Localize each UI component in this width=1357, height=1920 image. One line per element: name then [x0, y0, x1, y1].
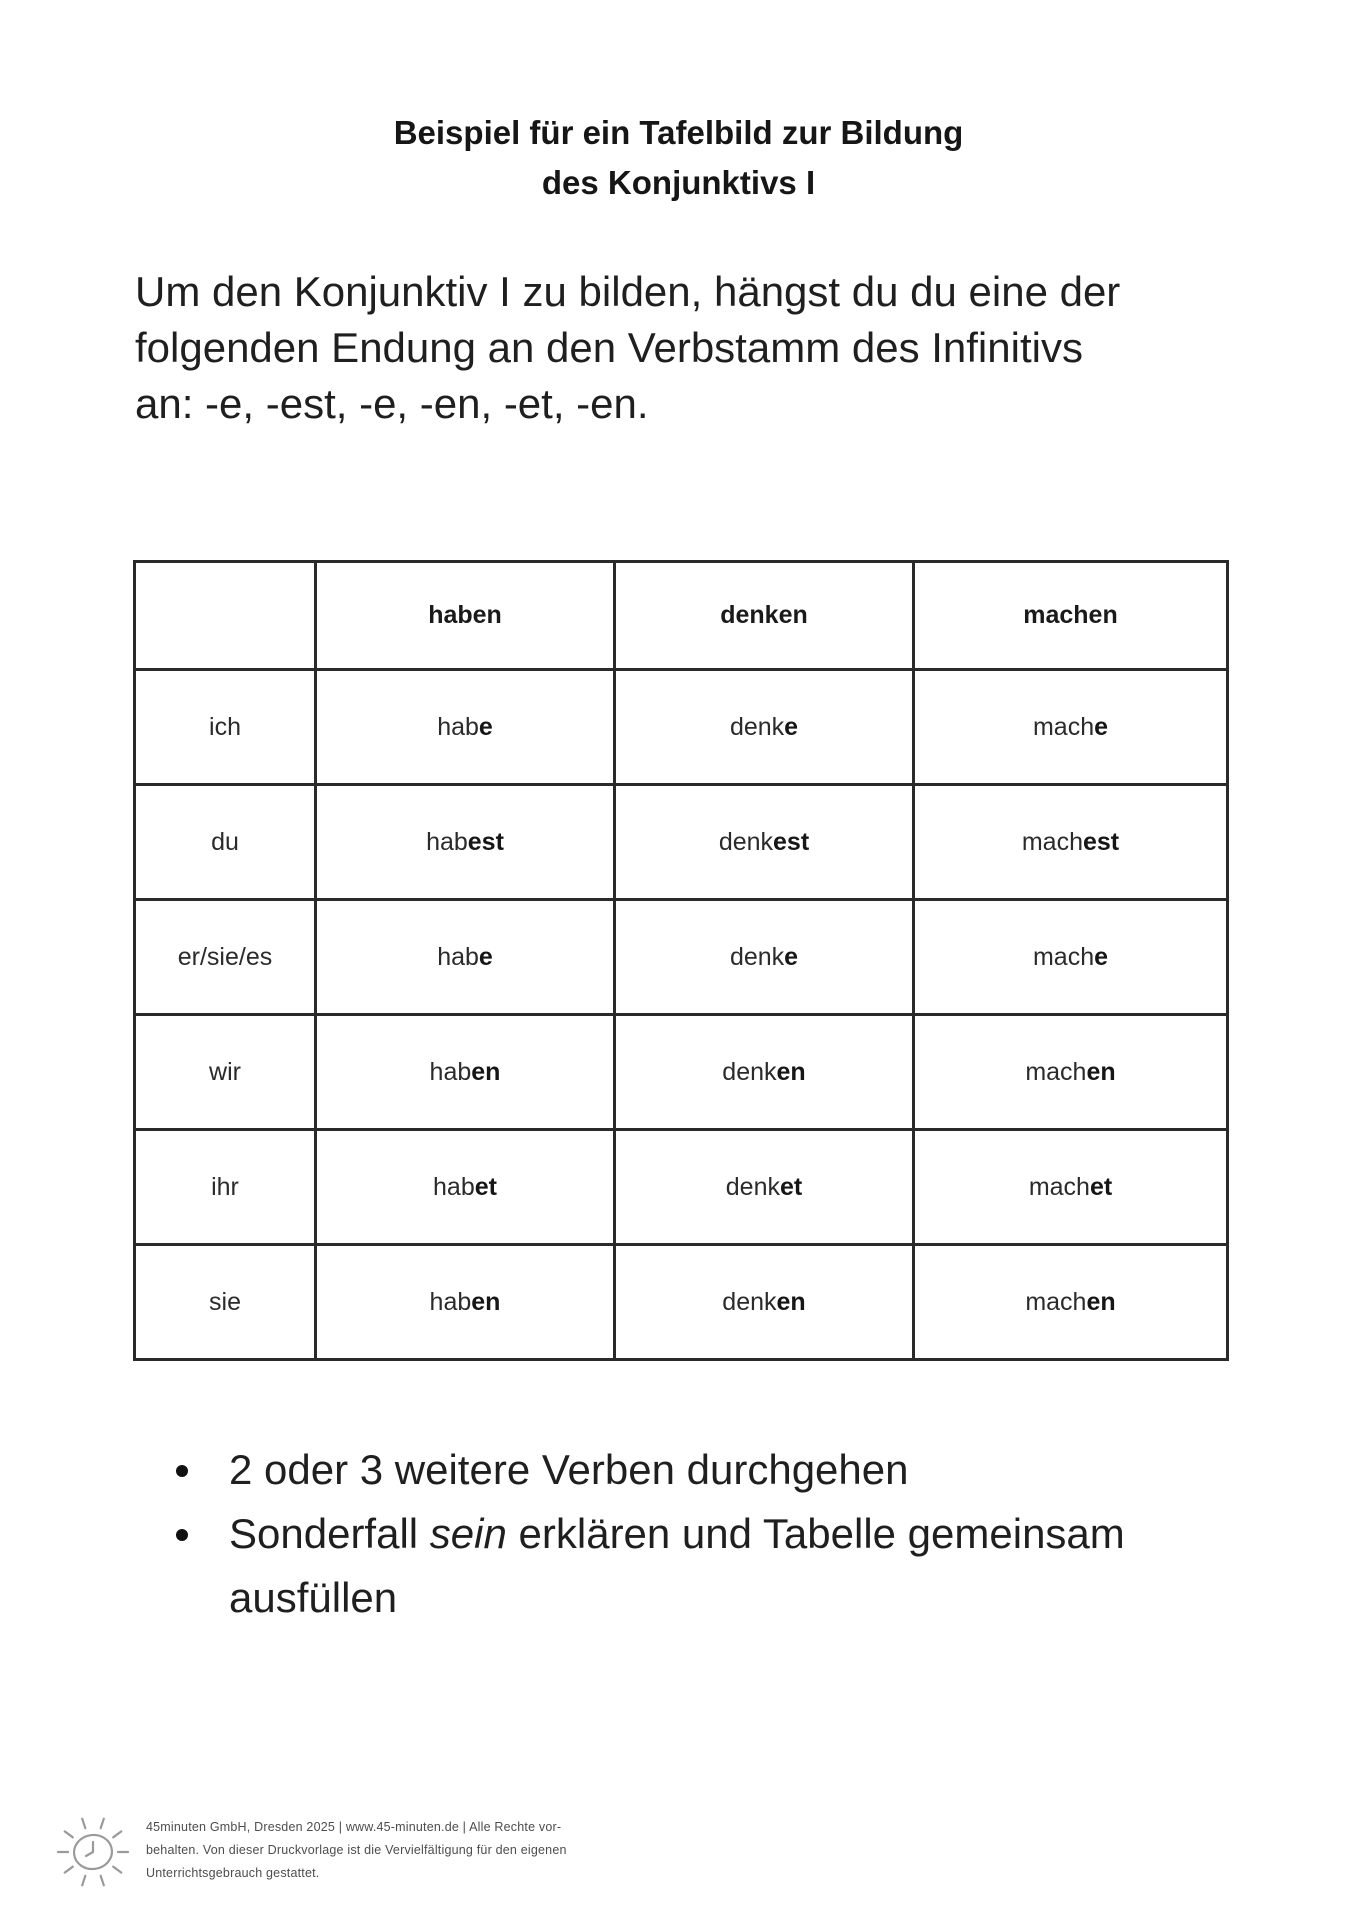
conjugation-cell [914, 670, 1228, 785]
verb-stem: hab [426, 827, 468, 856]
conjugation-cell [914, 900, 1228, 1015]
table-row [135, 1015, 1228, 1130]
italic-term: sein [429, 1510, 507, 1557]
verb-stem: mach [1021, 827, 1083, 856]
conjugation-cell [914, 1245, 1228, 1360]
verb-stem: mach [1025, 1057, 1087, 1086]
verb-ending: et [1089, 1172, 1113, 1201]
person-cell: er/sie/es [135, 900, 316, 1015]
list-item-text [229, 1502, 1284, 1630]
person-cell: du [135, 785, 316, 900]
plain-text: erklären und Tabelle gemeinsam ausfüllen [229, 1510, 1125, 1621]
verb-ending: en [776, 1287, 806, 1316]
verb-stem: hab [437, 942, 479, 971]
list-item-text [229, 1438, 909, 1502]
table-row [135, 1245, 1228, 1360]
list-item [176, 1502, 1306, 1630]
person-cell: wir [135, 1015, 316, 1130]
conjugation-cell [316, 1245, 615, 1360]
conjugation-cell [914, 1130, 1228, 1245]
verb-stem: mach [1025, 1287, 1087, 1316]
plain-text: 2 oder 3 weitere Verben durchgehen [229, 1446, 909, 1493]
verb-ending: e [1094, 942, 1109, 971]
person-cell: ihr [135, 1130, 316, 1245]
copyright-text [146, 1816, 567, 1885]
table-corner-cell [135, 562, 316, 670]
verb-stem: mach [1032, 712, 1095, 741]
list-item [176, 1438, 1306, 1502]
intro-line: Um den Konjunktiv I zu bilden, hängst du du eine der [135, 268, 1121, 315]
copyright-line: behalten. Von dieser Druckvorlage ist die Vervielfältigung für den eigenen [146, 1843, 567, 1857]
verb-header-cell: haben [316, 562, 615, 670]
table-header-row [135, 562, 1228, 670]
conjugation-cell [914, 1015, 1228, 1130]
verb-ending: et [779, 1172, 803, 1201]
copyright-line: 45minuten GmbH, Dresden 2025 | www.45-minuten.de | Alle Rechte vor- [146, 1820, 562, 1834]
verb-stem: mach [1032, 942, 1095, 971]
verb-ending: et [474, 1172, 497, 1201]
verb-ending: en [1086, 1287, 1116, 1316]
verb-header-cell: machen [914, 562, 1228, 670]
table-row [135, 670, 1228, 785]
verb-stem: hab [433, 1172, 475, 1201]
table-header [135, 562, 1228, 670]
page-title [0, 108, 1357, 208]
verb-ending: est [773, 827, 810, 856]
verb-ending: en [471, 1057, 501, 1086]
conjugation-cell [615, 1015, 914, 1130]
person-cell: ich [135, 670, 316, 785]
verb-ending: en [471, 1287, 501, 1316]
intro-paragraph [135, 264, 1255, 432]
bullet-icon [176, 1529, 188, 1541]
verb-ending: e [784, 942, 799, 971]
verb-stem: hab [429, 1057, 472, 1086]
conjugation-cell [615, 1130, 914, 1245]
conjugation-cell [316, 1015, 615, 1130]
intro-line: folgenden Endung an den Verbstamm des Infinitivs [135, 324, 1083, 371]
page-title-line2: des Konjunktivs I [541, 164, 816, 201]
verb-stem: mach [1028, 1172, 1090, 1201]
person-cell: sie [135, 1245, 316, 1360]
conjugation-cell [316, 670, 615, 785]
conjugation-cell [316, 900, 615, 1015]
plain-text: Sonderfall [229, 1510, 430, 1557]
intro-line: an: -e, -est, -e, -en, -et, -en. [135, 380, 649, 427]
page-title-line1: Beispiel für ein Tafelbild zur Bildung [393, 114, 964, 151]
copyright-line: Unterrichtsgebrauch gestattet. [146, 1866, 320, 1880]
verb-ending: e [478, 712, 493, 741]
verb-ending: e [478, 942, 493, 971]
verb-stem: denk [729, 712, 785, 741]
verb-ending: e [1094, 712, 1109, 741]
verb-stem: denk [722, 1287, 777, 1316]
conjugation-cell [615, 785, 914, 900]
conjugation-table [133, 560, 1229, 1361]
verb-ending: e [784, 712, 799, 741]
table-row [135, 785, 1228, 900]
page-footer [56, 1798, 567, 1899]
conjugation-cell [316, 785, 615, 900]
sun-clock-logo-icon [56, 1806, 130, 1899]
table-body [135, 670, 1228, 1360]
verb-stem: hab [437, 712, 479, 741]
conjugation-cell [914, 785, 1228, 900]
verb-stem: hab [429, 1287, 472, 1316]
table-row [135, 900, 1228, 1015]
verb-header-cell: denken [615, 562, 914, 670]
verb-stem: denk [725, 1172, 780, 1201]
verb-ending: est [1083, 827, 1120, 856]
bullet-icon [176, 1465, 188, 1477]
conjugation-cell [615, 670, 914, 785]
verb-stem: denk [729, 942, 785, 971]
verb-stem: denk [718, 827, 774, 856]
verb-ending: en [776, 1057, 806, 1086]
verb-ending: est [467, 827, 504, 856]
verb-stem: denk [722, 1057, 777, 1086]
conjugation-cell [615, 1245, 914, 1360]
verb-ending: en [1086, 1057, 1116, 1086]
conjugation-cell [316, 1130, 615, 1245]
notes-list [176, 1438, 1306, 1630]
table-row [135, 1130, 1228, 1245]
conjugation-cell [615, 900, 914, 1015]
